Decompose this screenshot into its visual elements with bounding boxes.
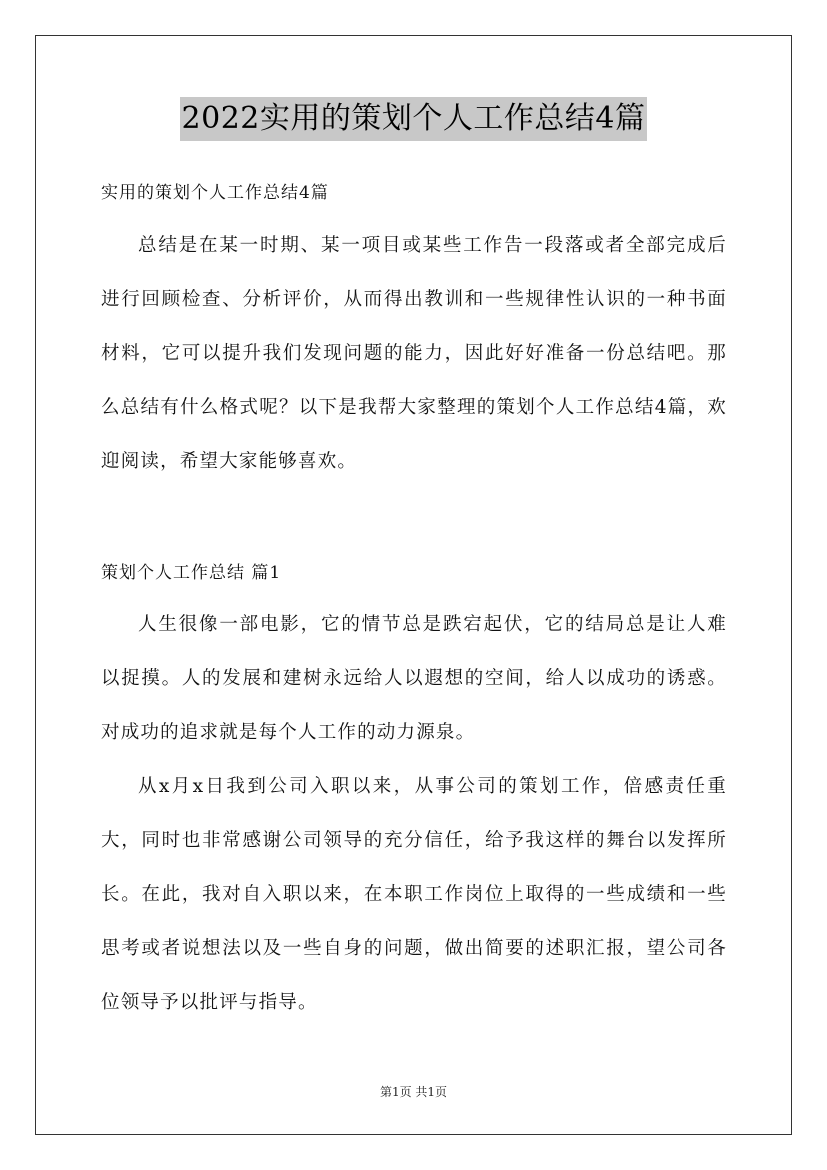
body-paragraph: 从x月x日我到公司入职以来，从事公司的策划工作，倍感责任重大，同时也非常感谢公司领导的充分信任，给予我这样的舞台以发挥所长。在此，我对自入职以来，在本职工作岗位上取得的一些成绩和一些思考或者说想法以及一些自身的问题，做出简要的述职汇报，望公司各位领导予以批评与指导。	[101, 776, 727, 1013]
document-title: 2022实用的策划个人工作总结4篇	[180, 97, 648, 141]
page-footer: 第1页 共1页	[379, 1085, 448, 1099]
intro-paragraph: 总结是在某一时期、某一项目或某些工作告一段落或者全部完成后进行回顾检查、分析评价，从而得出教训和一些规律性认识的一种书面材料，它可以提升我们发现问题的能力，因此好好准备一份总结吧。那么总结有什么格式呢？以下是我帮大家整理的策划个人工作总结4篇，欢迎阅读，希望大家能够喜欢。	[101, 235, 727, 472]
section-heading: 策划个人工作总结 篇1	[101, 563, 282, 583]
body-paragraph: 人生很像一部电影，它的情节总是跌宕起伏，它的结局总是让人难以捉摸。人的发展和建树永远给人以遐想的空间，给人以成功的诱惑。对成功的追求就是每个人工作的动力源泉。	[101, 614, 727, 743]
title-container	[0, 97, 827, 141]
document-subtitle: 实用的策划个人工作总结4篇	[101, 183, 329, 203]
